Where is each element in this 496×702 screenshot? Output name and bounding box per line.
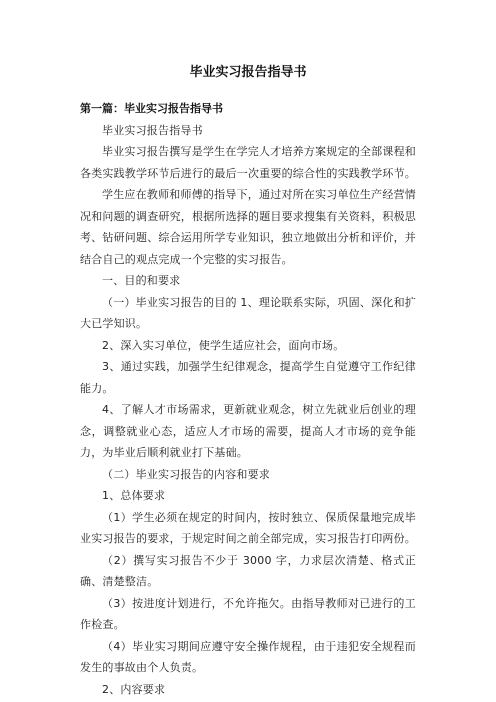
section-heading: 第一篇：毕业实习报告指导书 [80,102,223,115]
heading-content-requirements: （二）毕业实习报告的内容和要求 [102,467,270,481]
paragraph-requirement-1: （1）学生必须在规定的时间内，按时独立、保质保量地完成毕业实习报告的要求，于规定时间之前全部完成，实习报告打印两份。 [80,510,416,545]
heading-overall-requirements: 1、总体要求 [102,489,166,502]
paragraph-requirement-2: （2）撰写实习报告不少于 3000 字，力求层次清楚、格式正确、清楚整洁。 [80,553,416,588]
document-title: 毕业实习报告指导书 [189,65,307,80]
paragraph-purpose-3: 3、通过实践，加强学生纪律观念，提高学生自觉遵守工作纪律能力。 [80,360,416,395]
paragraph-requirement-4: （4）毕业实习期间应遵守安全操作规程，由于违犯安全规程而发生的事故由个人负责。 [80,639,416,674]
document-body [80,120,416,701]
heading-content-section: 2、内容要求 [102,682,166,696]
paragraph-purpose-2: 2、深入实习单位，使学生适应社会，面向市场。 [102,338,345,352]
paragraph-subtitle: 毕业实习报告指导书 [102,123,203,137]
heading-purpose-requirements: 一、目的和要求 [102,274,181,287]
paragraph-purpose-1: （一）毕业实习报告的目的 1、理论联系实际，巩固、深化和扩大已学知识。 [80,295,416,330]
paragraph-purpose-4: 4、了解人才市场需求，更新就业观念，树立先就业后创业的理念，调整就业心态，适应人才市场的需要，提高人才市场的竞争能力，为毕业后顺利就业打下基础。 [80,403,416,459]
paragraph-requirement-3: （3）按进度计划进行，不允许拖欠。由指导教师对已进行的工作检查。 [80,596,416,631]
paragraph-guidance: 学生应在教师和师傅的指导下，通过对所在实习单位生产经营情况和问题的调查研究，根据所选择的题目要求搜集有关资料，积极思考、钻研问题、综合运用所学专业知识，独立地做出分析和评价，并结合自己的观点完成一个完整的实习报告。 [80,188,416,266]
paragraph-intro: 毕业实习报告撰写是学生在学完人才培养方案规定的全部课程和各类实践教学环节后进行的最后一次重要的综合性的实践教学环节。 [80,145,416,180]
